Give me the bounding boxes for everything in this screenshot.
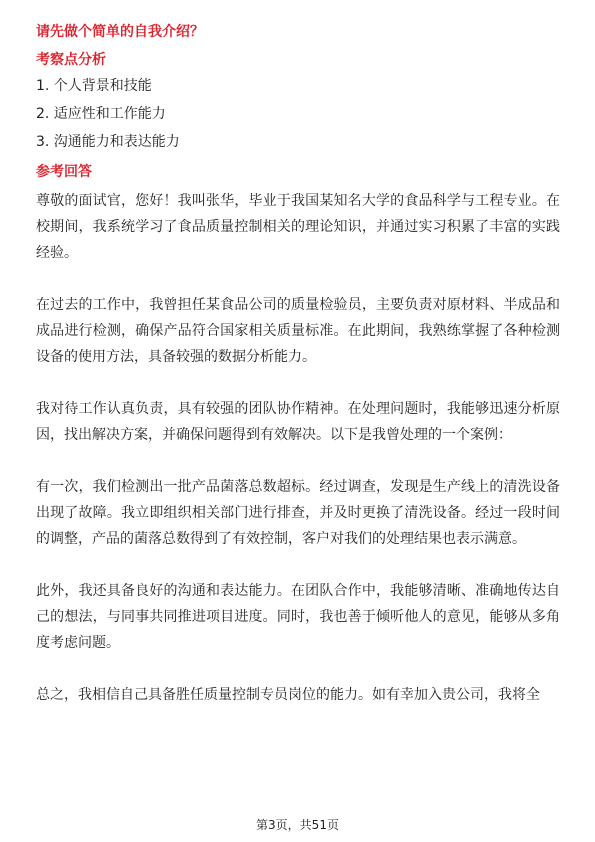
- answer-paragraph: 在过去的工作中，我曾担任某食品公司的质量检验员，主要负责对原材料、半成品和成品进行检测，确保产品符合国家相关质量标准。在此期间，我熟练掌握了各种检测设备的使用方法，具备较强的数据分析能力。: [36, 297, 560, 365]
- answer-paragraph: 我对待工作认真负责，具有较强的团队协作精神。在处理问题时，我能够迅速分析原因，找出解决方案，并确保问题得到有效解决。以下是我曾处理的一个案例：: [36, 401, 560, 443]
- page-number: 第3页，共51页: [256, 818, 339, 832]
- document-page: [36, 22, 560, 734]
- answer-paragraph: 有一次，我们检测出一批产品菌落总数超标。经过调查，发现是生产线上的清洗设备出现了故障。我立即组织相关部门进行排查，并及时更换了清洗设备。经过一段时间的调整，产品的菌落总数得到了有效控制，客户对我们的处理结果也表示满意。: [36, 479, 560, 547]
- answer-body: [36, 188, 560, 708]
- list-item: 1. 个人背景和技能: [36, 78, 152, 94]
- answer-paragraph: 总之，我相信自己具备胜任质量控制专员岗位的能力。如有幸加入贵公司，我将全: [36, 687, 540, 703]
- analysis-list: [36, 76, 560, 152]
- list-item: 3. 沟通能力和表达能力: [36, 134, 180, 150]
- answer-paragraph: 尊敬的面试官，您好！我叫张华，毕业于我国某知名大学的食品科学与工程专业。在校期间，我系统学习了食品质量控制相关的理论知识，并通过实习积累了丰富的实践经验。: [36, 193, 560, 261]
- answer-heading: 参考回答: [36, 164, 92, 180]
- question-title: 请先做个简单的自我介绍？: [36, 24, 204, 40]
- list-item: 2. 适应性和工作能力: [36, 106, 166, 122]
- analysis-heading: 考察点分析: [36, 52, 106, 68]
- answer-paragraph: 此外，我还具备良好的沟通和表达能力。在团队合作中，我能够清晰、准确地传达自己的想法，与同事共同推进项目进度。同时，我也善于倾听他人的意见，能够从多角度考虑问题。: [36, 583, 560, 651]
